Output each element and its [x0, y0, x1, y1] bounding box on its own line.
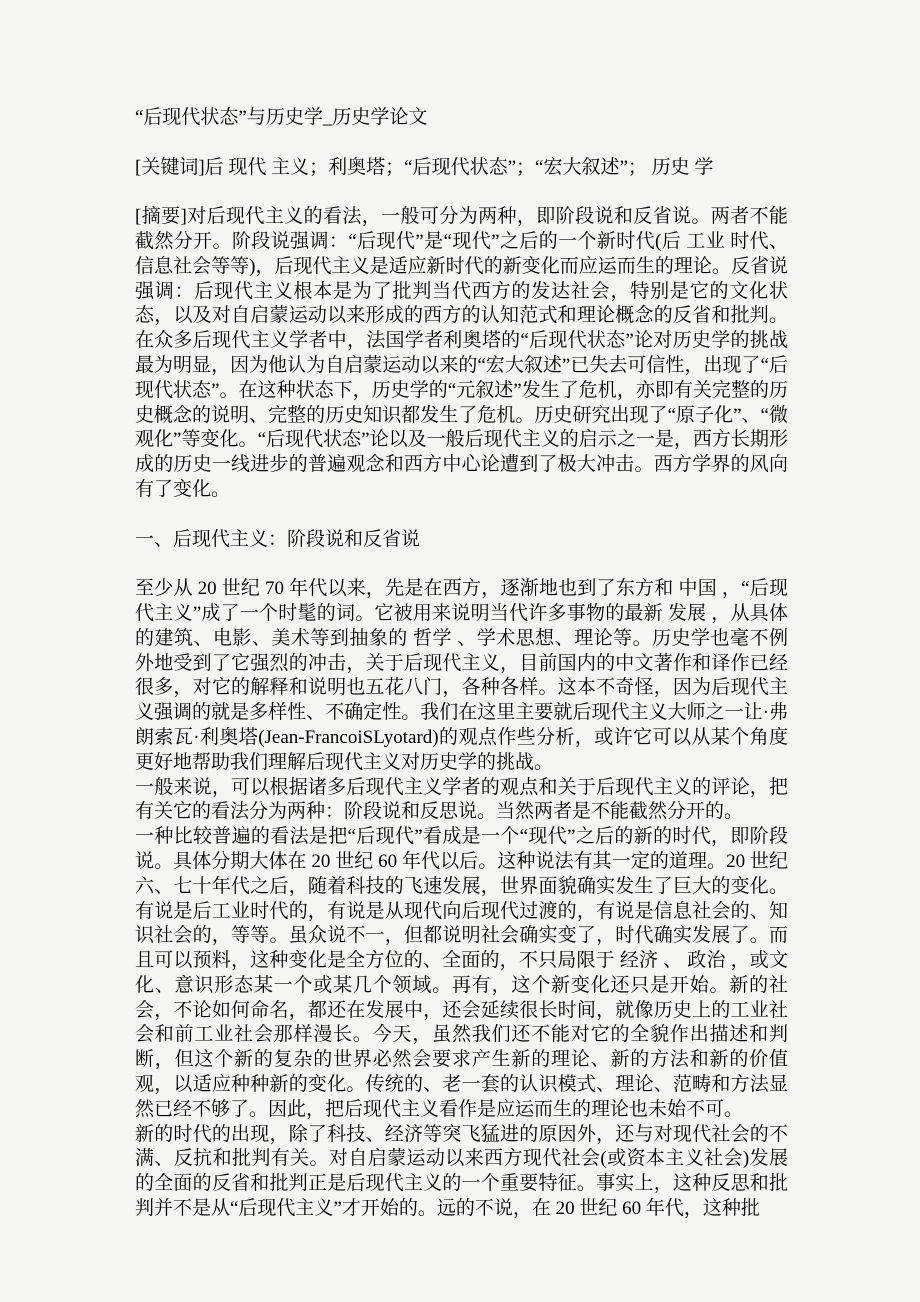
keywords-line: [关键词]后 现代 主义；利奥塔；“后现代状态”；“宏大叙述”； 历史 学 [135, 156, 714, 178]
body-paragraph-2: 一般来说，可以根据诸多后现代主义学者的观点和关于后现代主义的评论，把有关它的看法分为两种：阶段说和反思说。当然两者是不能截然分开的。 [135, 776, 788, 823]
body-paragraph-1: 至少从 20 世纪 70 年代以来，先是在西方，逐渐地也到了东方和 中国 ，“后现代主义”成了一个时髦的词。它被用来说明当代许多事物的最新 发展 ，从具体的建筑、电影、美术等到抽象的 哲学 、学术思想、理论等。历史学也毫不例外地受到了它强烈的冲击，关于后现代主义，目前国内的中文著作和译作已经很多，对它的解释和说明也五花八门，各种各样。这本不奇怪，因为后现代主义强调的就是多样性、不确定性。我们在这里主要就后现代主义大师之一让·弗朗索瓦·利奥塔(Jean-FrancoiSLyotard)的观点作些分析，或许它可以从某个角度更好地帮助我们理解后现代主义对历史学的挑战。 [135, 578, 788, 773]
document-title: “后现代状态”与历史学_历史学论文 [135, 107, 428, 128]
abstract-paragraph: [摘要]对后现代主义的看法，一般可分为两种，即阶段说和反省说。两者不能截然分开。阶段说强调：“后现代”是“现代”之后的一个新时代(后 工业 时代、信息社会等等)，后现代主义是适应新时代的新变化而应运而生的理论。反省说强调：后现代主义根本是为了批判当代西方的发达社会，特别是它的文化状态，以及对自启蒙运动以来形成的西方的认知范式和理论概念的反省和批判。在众多后现代主义学者中，法国学者利奥塔的“后现代状态”论对历史学的挑战最为明显，因为他认为自启蒙运动以来的“宏大叙述”已失去可信性，出现了“后现代状态”。在这种状态下，历史学的“元叙述”发生了危机，亦即有关完整的历史概念的说明、完整的历史知识都发生了危机。历史研究出现了“原子化”、“微观化”等变化。“后现代状态”论以及一般后现代主义的启示之一是，西方长期形成的历史一线进步的普遍观念和西方中心论遭到了极大冲击。西方学界的风向有了变化。 [135, 206, 788, 500]
section-heading: 一、后现代主义：阶段说和反省说 [135, 528, 421, 550]
body-paragraph-4: 新的时代的出现，除了科技、经济等突飞猛进的原因外，还与对现代社会的不满、反抗和批判有关。对自启蒙运动以来西方现代社会(或资本主义社会)发展的全面的反省和批判正是后现代主义的一个重要特征。事实上，这种反思和批判并不是从“后现代主义”才开始的。远的不说，在 20 世纪 60 年代，这种批 [135, 1123, 788, 1220]
body-paragraph-3: 一种比较普遍的看法是把“后现代”看成是一个“现代”之后的新的时代，即阶段说。具体分期大体在 20 世纪 60 年代以后。这种说法有其一定的道理。20 世纪六、七十年代之后，随着科技的飞速发展，世界面貌确实发生了巨大的变化。有说是后工业时代的，有说是从现代向后现代过渡的，有说是信息社会的、知识社会的，等等。虽众说不一，但都说明社会确实变了，时代确实发展了。而且可以预料，这种变化是全方位的、全面的，不只局限于 经济 、 政治 ，或文化、意识形态某一个或某几个领域。再有，这个新变化还只是开始。新的社会，不论如何命名，都还在发展中，还会延续很长时间，就像历史上的工业社会和前工业社会那样漫长。今天，虽然我们还不能对它的全貌作出描述和判断，但这个新的复杂的世界必然会要求产生新的理论、新的方法和新的价值观，以适应种种新的变化。传统的、老一套的认识模式、理论、范畴和方法显然已经不够了。因此，把后现代主义看作是应运而生的理论也未始不可。 [135, 826, 788, 1120]
